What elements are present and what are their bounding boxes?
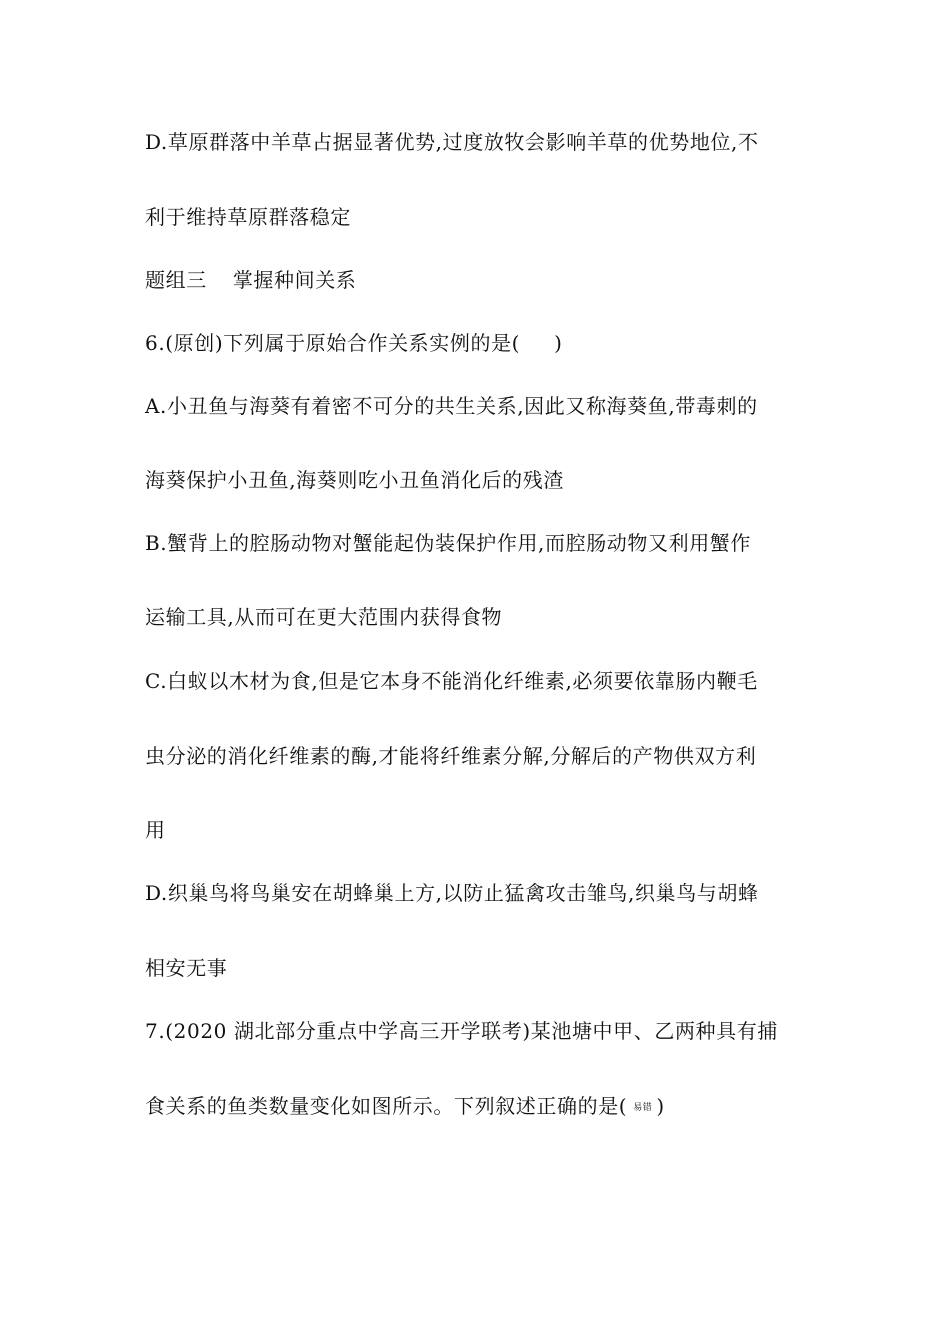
q6-option-b-line1: B.蟹背上的腔肠动物对蟹能起伪装保护作用,而腔肠动物又利用蟹作 xyxy=(145,531,752,555)
section-title: 掌握种间关系 xyxy=(232,268,357,292)
q7-line2-close: ) xyxy=(656,1094,665,1118)
q7-line2-text: 食关系的鱼类数量变化如图所示。下列叙述正确的是( xyxy=(145,1094,628,1118)
q6-option-a-line1: A.小丑鱼与海葵有着密不可分的共生关系,因此又称海葵鱼,带毒刺的 xyxy=(145,394,758,418)
q6-option-b-line2: 运输工具,从而可在更大范围内获得食物 xyxy=(145,605,503,629)
q6-option-d-line1: D.织巢鸟将鸟巢安在胡蜂巢上方,以防止猛禽攻击雏鸟,织巢鸟与胡蜂 xyxy=(145,881,759,905)
q5-option-d-line2: 利于维持草原群落稳定 xyxy=(145,205,351,229)
q6-option-a-line2: 海葵保护小丑鱼,海葵则吃小丑鱼消化后的残渣 xyxy=(145,468,564,492)
q6-stem-text: 6.(原创)下列属于原始合作关系实例的是( xyxy=(145,331,521,355)
q7-line2 xyxy=(145,1092,665,1122)
q6-stem xyxy=(145,329,563,357)
q6-option-c-line1: C.白蚁以木材为食,但是它本身不能消化纤维素,必须要依靠肠内鞭毛 xyxy=(145,669,758,693)
section-heading xyxy=(145,266,356,294)
q6-option-d-line2: 相安无事 xyxy=(145,956,228,980)
q5-option-d-line1: D.草原群落中羊草占据显著优势,过度放牧会影响羊草的优势地位,不 xyxy=(145,130,759,154)
q7-line1: 7.(2020 湖北部分重点中学高三开学联考)某池塘中甲、乙两种具有捕 xyxy=(145,1019,778,1043)
difficulty-tag: 易错 xyxy=(633,1102,653,1113)
q6-option-c-line3: 用 xyxy=(145,818,166,842)
q6-stem-close: ) xyxy=(554,331,563,355)
section-label: 题组三 xyxy=(145,268,207,292)
q6-option-c-line2: 虫分泌的消化纤维素的酶,才能将纤维素分解,分解后的产物供双方利 xyxy=(145,744,757,768)
